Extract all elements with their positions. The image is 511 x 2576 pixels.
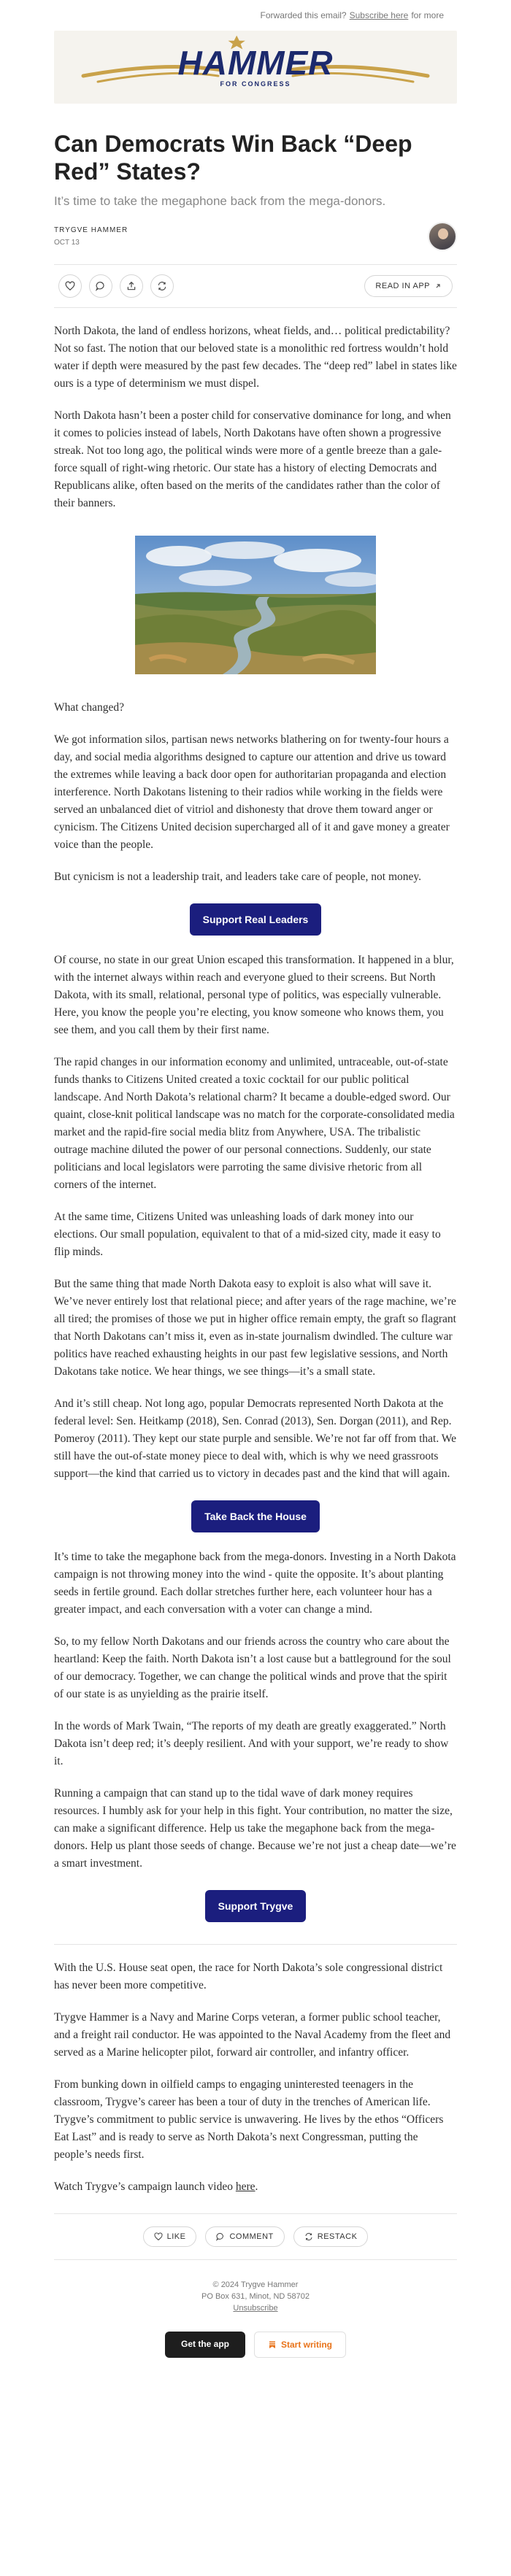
bio-paragraph: Trygve Hammer is a Navy and Marine Corps veteran, a former public school teacher, and a freight rail conductor. He was appointed to the Naval Academy from the fleet and served as a Marine helicopter pilot, forward air controller, and infantry officer. [54, 2011, 451, 2059]
body-paragraph: Of course, no state in our great Union escaped this transformation. It happened in a blur, with the internet always within reach and everyone glued to their screens. But North Dakota, with its small, relational, personal type of politics, was especially vulnerable. Here, you know the people you’re electing, you know someone who knows them, you see them, and you call them by their first name. [54, 954, 454, 1036]
footer [54, 2279, 457, 2314]
body-paragraph: It’s time to take the megaphone back from the mega-donors. Investing in a North Dakota campaign is not throwing money into the wind - quite the opposite. It’s about planting seeds in fertile ground. Each dollar stretches further here, each volunteer hour has a greater impact, and each conversation with a voter can change a mind. [54, 1551, 456, 1616]
heart-icon [65, 281, 75, 291]
external-link-icon [434, 282, 442, 290]
restack-icon [157, 281, 167, 291]
comment-icon [96, 281, 106, 291]
video-text: Watch Trygve’s campaign launch video [54, 2180, 236, 2193]
like-pill-button[interactable] [143, 2226, 197, 2247]
bio-paragraph: With the U.S. House seat open, the race for North Dakota’s sole congressional district has never been more competitive. [54, 1962, 443, 1991]
post-title[interactable]: Can Democrats Win Back “Deep Red” States? [54, 131, 412, 185]
unsubscribe-link[interactable]: Unsubscribe [233, 2304, 278, 2313]
author-avatar[interactable] [428, 222, 457, 251]
comment-icon [216, 2232, 225, 2241]
author-name[interactable]: TRYGVE HAMMER [54, 226, 128, 234]
publication-logo[interactable] [54, 31, 457, 104]
logo-tagline: FOR CONGRESS [220, 80, 291, 88]
logo-text [177, 44, 334, 88]
address-text: PO Box 631, Minot, ND 58702 [201, 2292, 310, 2301]
forwarded-text: Forwarded this email? [260, 10, 347, 20]
body-paragraph: And it’s still cheap. Not long ago, popular Democrats represented North Dakota at the federal level: Sen. Heitkamp (2018), Sen. Conrad (2013), Sen. Dorgan (2011), and Rep. Pomeroy (2011). They kept our state purple and sensible. We’re not far off from that. We still have the out-of-state money piece to deal with, which is why we need grassroots support—the kind that carried us to victory in decades past and the kind that will again. [54, 1397, 457, 1480]
landscape-photo[interactable] [135, 536, 376, 674]
post-subtitle: It’s time to take the megaphone back from the mega-donors. [54, 194, 386, 208]
body-paragraph: Running a campaign that can stand up to the tidal wave of dark money requires resources. I humbly ask for your help in this fight. Your contribution, no matter the size, can make a significant difference. Help us take the megaphone back from the mega-donors. Help us plant those seeds of change. Because we’re not just a cheap date—we’re a smart investment. [54, 1787, 456, 1870]
post-date: OCT 13 [54, 239, 80, 247]
restack-label: RESTACK [317, 2232, 358, 2241]
get-the-app-button[interactable]: Get the app [165, 2332, 245, 2358]
body-paragraph: So, to my fellow North Dakotans and our friends across the country who care about the heartland: Keep the faith. North Dakota isn’t a lost cause but a battleground for the soul of our democracy. Together, we can change the political winds and prove that the spirit of our state is as unyielding as the prairie itself. [54, 1635, 451, 1700]
copyright-text: © 2024 Trygve Hammer [212, 2280, 299, 2289]
body-paragraph: North Dakota, the land of endless horizons, wheat fields, and… political predictability? Not so fast. The notion that our beloved state is a monolithic red fortress wouldn’t hold water if depth were measured by the past few decades. The “deep red” label in states like ours is a type of determinism we must dispel. [54, 325, 457, 390]
restack-pill-button[interactable] [293, 2226, 369, 2247]
restack-icon [304, 2232, 313, 2241]
support-real-leaders-button[interactable]: Support Real Leaders [190, 903, 322, 936]
start-writing-button[interactable] [254, 2332, 346, 2358]
post-body [54, 323, 457, 2196]
bio-paragraph [54, 2178, 457, 2196]
substack-logo-icon [268, 2340, 277, 2349]
body-paragraph: We got information silos, partisan news networks blathering on for twenty-four hours a day, and social media algorithms designed to capture our attention and drive us toward the extremes while leaving a back door open for authoritarian propaganda and election interference. North Dakotans listening to their radios while working in the fields were served an unbalanced diet of vitriol and dishonesty that drove them toward anger or cynicism. The Citizens United decision supercharged all of it and gave money a greater voice than the people. [54, 733, 450, 851]
like-button[interactable] [58, 274, 82, 298]
body-paragraph: What changed? [54, 701, 124, 714]
for-more-text: for more [411, 10, 444, 20]
comment-label: COMMENT [229, 2232, 274, 2241]
body-paragraph: But cynicism is not a leadership trait, and leaders take care of people, not money. [54, 871, 422, 883]
video-text-end: . [255, 2180, 258, 2193]
take-back-the-house-button[interactable]: Take Back the House [191, 1500, 320, 1532]
share-button[interactable] [120, 274, 143, 298]
app-buttons-row [54, 2332, 457, 2372]
email-content [54, 31, 457, 2372]
bottom-actions-bar [54, 2213, 457, 2260]
body-paragraph: In the words of Mark Twain, “The reports of my death are greatly exaggerated.” North Dakota isn’t deep red; it’s deeply resilient. And with your support, we’re ready to show it. [54, 1720, 449, 1767]
body-paragraph: North Dakota hasn’t been a poster child for conservative dominance for long, and when it comes to policies instead of labels, North Dakotans have often shown a progressive streak. Not too long ago, the political winds were more of a gentle breeze than a gale-force squall of right-wing rhetoric. Our state has a history of electing Democrats and Republicans alike, often based on the merits of the candidates rather than the color of their banners. [54, 409, 451, 509]
read-in-app-label: READ IN APP [375, 282, 430, 290]
share-icon [126, 281, 137, 291]
bio-paragraph: From bunking down in oilfield camps to engaging uninterested teenagers in the classroom, Trygve’s career has been a tour of duty in the trenches of American life. Trygve’s commitment to public service is unwavering. He lives by the ethos “Officers Eat Last” and is ready to serve as North Dakota’s next Congressman, putting the people’s needs first. [54, 2078, 444, 2161]
section-divider [54, 1944, 457, 1945]
comment-pill-button[interactable] [205, 2226, 284, 2247]
comment-button[interactable] [89, 274, 112, 298]
start-writing-label: Start writing [281, 2340, 333, 2350]
forwarded-bar [0, 0, 511, 31]
launch-video-link[interactable]: here [235, 2180, 256, 2193]
body-paragraph: But the same thing that made North Dakota easy to exploit is also what will save it. We’ve never entirely lost that relational piece; and after years of the rage machine, we’re all tired; the promises of those we put in higher office remain empty, the graft so flagrant that North Dakotans can’t miss it, even as in-state journalism dwindled. The culture war politics have reached exhausting heights in our past few legislative sessions, and North Dakotans take notice. We hear things, we see things—it’s a small state. [54, 1278, 456, 1378]
byline [54, 222, 457, 251]
read-in-app-button[interactable] [364, 275, 453, 297]
subscribe-link[interactable]: Subscribe here [349, 10, 409, 20]
logo-name: HAMMER [177, 44, 334, 82]
body-paragraph: At the same time, Citizens United was unleashing loads of dark money into our elections. Our small population, equivalent to that of a mid-sized city, made it easy to flip minds. [54, 1211, 441, 1258]
restack-button[interactable] [150, 274, 174, 298]
post-actions-bar [54, 264, 457, 308]
body-paragraph: The rapid changes in our information economy and unlimited, untraceable, out-of-state funds thanks to Citizens United created a toxic cocktail for our public political landscape. And North Dakota’s relational charm? It became a double-edged sword. Our quaint, close-knit political landscape was no match for the corporate-consolidated media market and the rapid-fire social media blitz from Anywhere, USA. The tribalistic outrage machine diluted the power of our personal connections. Suddenly, our state politicians and local legislators were parroting the same divisive rhetoric from all corners of the internet. [54, 1056, 455, 1191]
like-label: LIKE [166, 2232, 186, 2241]
heart-icon [154, 2232, 163, 2241]
support-trygve-button[interactable]: Support Trygve [205, 1890, 307, 1922]
